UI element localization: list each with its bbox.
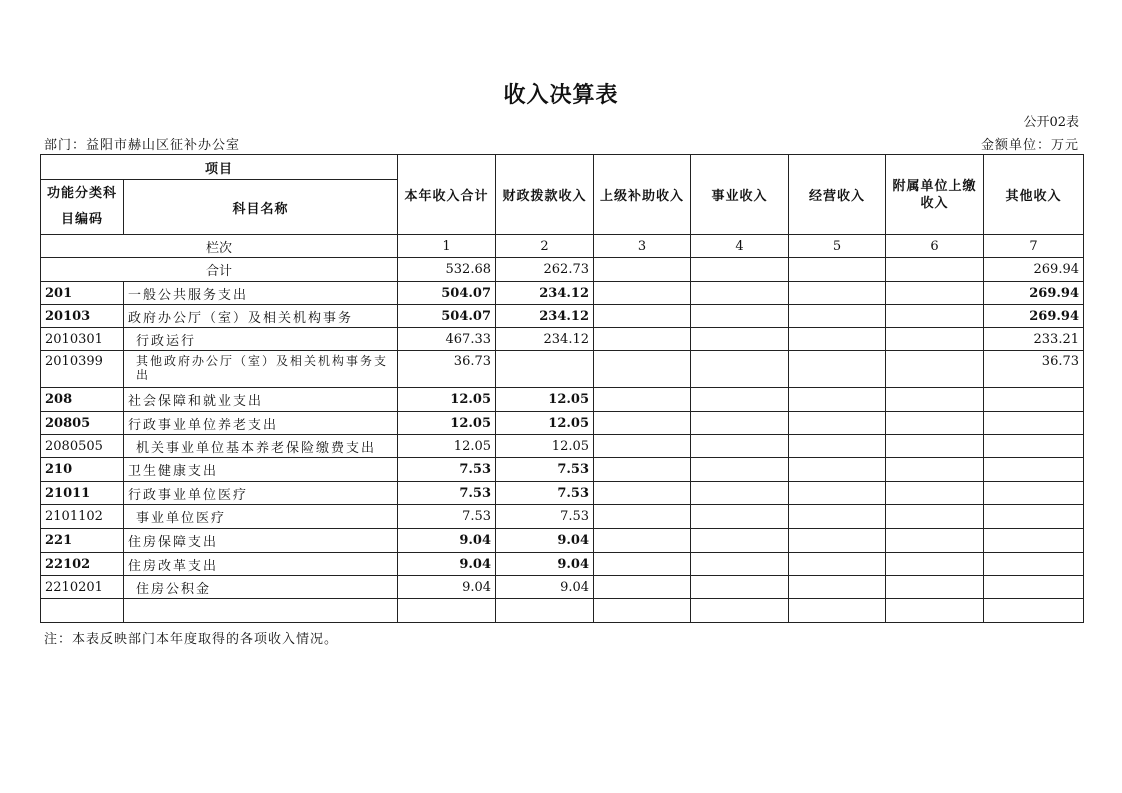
row-col2: 7.53 [496, 505, 594, 529]
row-col2: 234.12 [496, 282, 594, 305]
empty-cell [691, 599, 789, 623]
row-col5 [789, 529, 886, 553]
row-col5 [789, 412, 886, 435]
row-col4 [691, 576, 789, 599]
row-col6 [886, 328, 984, 351]
row-col6 [886, 282, 984, 305]
row-col7 [984, 529, 1084, 553]
page-title: 收入决算表 [503, 83, 619, 108]
table-row [41, 482, 1084, 505]
empty-row [41, 599, 1084, 623]
column-number: 6 [886, 235, 984, 258]
row-col1: 12.05 [398, 412, 496, 435]
table-row [41, 505, 1084, 529]
row-col4 [691, 351, 789, 388]
total-row [41, 258, 1084, 282]
row-col6 [886, 576, 984, 599]
row-col4 [691, 282, 789, 305]
row-col6 [886, 458, 984, 482]
row-col5 [789, 576, 886, 599]
row-name: 其他政府办公厅（室）及相关机构事务支出 [124, 351, 398, 388]
row-col4 [691, 328, 789, 351]
row-name: 机关事业单位基本养老保险缴费支出 [124, 435, 398, 458]
table-row [41, 282, 1084, 305]
row-name: 事业单位医疗 [124, 505, 398, 529]
row-name: 行政事业单位医疗 [124, 482, 398, 505]
row-code: 21011 [41, 482, 124, 505]
column-number: 5 [789, 235, 886, 258]
table-row [41, 305, 1084, 328]
empty-cell [124, 599, 398, 623]
row-col4 [691, 529, 789, 553]
row-col3 [594, 505, 691, 529]
row-col3 [594, 388, 691, 412]
header-col7: 其他收入 [984, 155, 1084, 235]
footnote: 注：本表反映部门本年度取得的各项收入情况。 [44, 632, 339, 647]
row-name: 住房改革支出 [124, 553, 398, 576]
row-col5 [789, 305, 886, 328]
department-label: 部门：益阳市赫山区征补办公室 [44, 138, 241, 153]
header-col5: 经营收入 [789, 155, 886, 235]
row-col1: 12.05 [398, 435, 496, 458]
row-col7 [984, 412, 1084, 435]
row-code: 201 [41, 282, 124, 305]
column-number: 1 [398, 235, 496, 258]
row-col3 [594, 553, 691, 576]
total-col3 [594, 258, 691, 282]
header-col4: 事业收入 [691, 155, 789, 235]
row-col3 [594, 529, 691, 553]
row-col1: 7.53 [398, 505, 496, 529]
row-col1: 12.05 [398, 388, 496, 412]
row-col5 [789, 328, 886, 351]
row-name: 住房公积金 [124, 576, 398, 599]
row-col1: 7.53 [398, 458, 496, 482]
row-col1: 504.07 [398, 282, 496, 305]
table-row [41, 576, 1084, 599]
row-code: 22102 [41, 553, 124, 576]
row-col5 [789, 482, 886, 505]
row-col7 [984, 576, 1084, 599]
row-col6 [886, 305, 984, 328]
row-name: 一般公共服务支出 [124, 282, 398, 305]
form-number: 公开02表 [1023, 115, 1079, 130]
row-col3 [594, 458, 691, 482]
income-table [40, 154, 1084, 623]
empty-cell [398, 599, 496, 623]
row-col4 [691, 412, 789, 435]
row-col7 [984, 388, 1084, 412]
row-col4 [691, 305, 789, 328]
row-col7: 269.94 [984, 282, 1084, 305]
row-col6 [886, 435, 984, 458]
table-row [41, 435, 1084, 458]
row-col3 [594, 351, 691, 388]
row-col6 [886, 505, 984, 529]
row-col7 [984, 435, 1084, 458]
row-code: 2010399 [41, 351, 124, 388]
row-code: 208 [41, 388, 124, 412]
row-name: 住房保障支出 [124, 529, 398, 553]
column-number: 4 [691, 235, 789, 258]
row-col7 [984, 553, 1084, 576]
row-name: 政府办公厅（室）及相关机构事务 [124, 305, 398, 328]
row-code: 2101102 [41, 505, 124, 529]
row-col6 [886, 482, 984, 505]
row-code: 2080505 [41, 435, 124, 458]
empty-cell [984, 599, 1084, 623]
row-col2: 12.05 [496, 435, 594, 458]
row-code: 20103 [41, 305, 124, 328]
row-col4 [691, 458, 789, 482]
row-col6 [886, 351, 984, 388]
table-row [41, 388, 1084, 412]
table-row [41, 458, 1084, 482]
header-code: 功能分类科目编码 [41, 180, 124, 235]
row-col3 [594, 282, 691, 305]
row-col5 [789, 553, 886, 576]
table-row [41, 351, 1084, 388]
row-col1: 7.53 [398, 482, 496, 505]
total-col7: 269.94 [984, 258, 1084, 282]
row-col2: 234.12 [496, 305, 594, 328]
row-col2: 12.05 [496, 388, 594, 412]
total-col6 [886, 258, 984, 282]
row-col6 [886, 412, 984, 435]
row-col3 [594, 412, 691, 435]
row-col7 [984, 458, 1084, 482]
total-col4 [691, 258, 789, 282]
empty-cell [496, 599, 594, 623]
header-project: 项目 [41, 155, 398, 180]
total-col2: 262.73 [496, 258, 594, 282]
row-name: 行政事业单位养老支出 [124, 412, 398, 435]
amount-unit-label: 金额单位：万元 [980, 138, 1079, 153]
total-label: 合计 [41, 258, 398, 282]
empty-cell [41, 599, 124, 623]
row-code: 20805 [41, 412, 124, 435]
empty-cell [594, 599, 691, 623]
row-col2: 7.53 [496, 482, 594, 505]
total-col5 [789, 258, 886, 282]
row-col3 [594, 482, 691, 505]
table-row [41, 553, 1084, 576]
row-col4 [691, 482, 789, 505]
row-col5 [789, 458, 886, 482]
total-col1: 532.68 [398, 258, 496, 282]
row-name: 社会保障和就业支出 [124, 388, 398, 412]
table-row [41, 529, 1084, 553]
header-col6: 附属单位上缴收入 [886, 155, 984, 235]
row-col1: 9.04 [398, 529, 496, 553]
row-col3 [594, 435, 691, 458]
header-col2: 财政拨款收入 [496, 155, 594, 235]
row-col5 [789, 388, 886, 412]
table-row [41, 328, 1084, 351]
row-col4 [691, 388, 789, 412]
row-col5 [789, 435, 886, 458]
row-col2: 7.53 [496, 458, 594, 482]
row-col7: 36.73 [984, 351, 1084, 388]
row-col6 [886, 529, 984, 553]
empty-cell [886, 599, 984, 623]
row-col2: 9.04 [496, 576, 594, 599]
row-name: 卫生健康支出 [124, 458, 398, 482]
row-col4 [691, 553, 789, 576]
row-col7 [984, 505, 1084, 529]
row-col3 [594, 328, 691, 351]
empty-cell [789, 599, 886, 623]
row-col4 [691, 505, 789, 529]
row-name: 行政运行 [124, 328, 398, 351]
row-col2: 12.05 [496, 412, 594, 435]
row-code: 210 [41, 458, 124, 482]
row-col3 [594, 305, 691, 328]
row-code: 2010301 [41, 328, 124, 351]
row-col3 [594, 576, 691, 599]
table-row [41, 412, 1084, 435]
row-col7: 269.94 [984, 305, 1084, 328]
column-number: 7 [984, 235, 1084, 258]
row-col1: 9.04 [398, 553, 496, 576]
row-col1: 9.04 [398, 576, 496, 599]
row-col2: 234.12 [496, 328, 594, 351]
header-col3: 上级补助收入 [594, 155, 691, 235]
row-col2: 9.04 [496, 553, 594, 576]
row-col2: 9.04 [496, 529, 594, 553]
row-code: 2210201 [41, 576, 124, 599]
row-col1: 36.73 [398, 351, 496, 388]
row-col7: 233.21 [984, 328, 1084, 351]
row-col1: 467.33 [398, 328, 496, 351]
row-col5 [789, 282, 886, 305]
row-col1: 504.07 [398, 305, 496, 328]
header-col1: 本年收入合计 [398, 155, 496, 235]
row-code: 221 [41, 529, 124, 553]
row-col5 [789, 351, 886, 388]
row-col2 [496, 351, 594, 388]
column-number-label: 栏次 [41, 235, 398, 258]
row-col5 [789, 505, 886, 529]
column-number: 3 [594, 235, 691, 258]
row-col7 [984, 482, 1084, 505]
column-number: 2 [496, 235, 594, 258]
row-col4 [691, 435, 789, 458]
header-name: 科目名称 [124, 180, 398, 235]
row-col6 [886, 388, 984, 412]
row-col6 [886, 553, 984, 576]
